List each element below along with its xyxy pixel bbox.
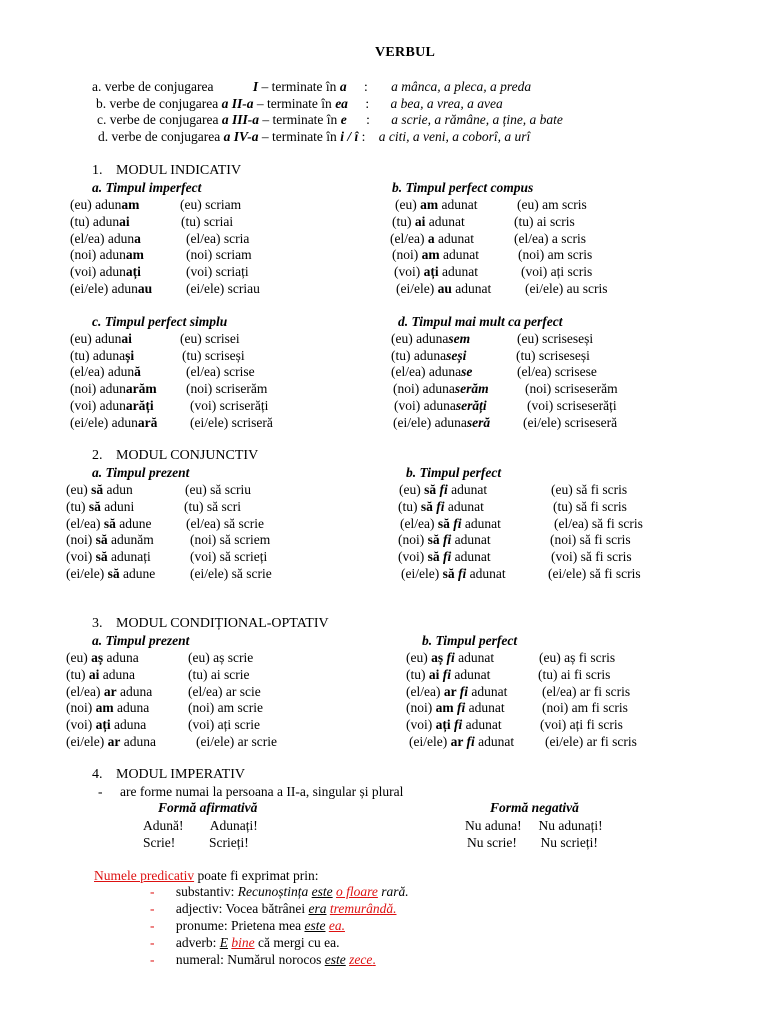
- conj-row: (eu) scriseseși: [517, 331, 594, 346]
- example-verb: este: [311, 884, 333, 899]
- conj-row: (noi) să fi scris: [550, 532, 631, 547]
- conj-row: (el/ea) ar fi adunat: [406, 684, 508, 699]
- conj-row: (tu) să fi scris: [553, 499, 627, 514]
- conj-row: (eu) să fi scris: [551, 482, 628, 497]
- conj-row: (eu) scrisei: [180, 331, 240, 346]
- conj-row: (noi) scriam: [186, 247, 252, 262]
- example-text: Vocea bătrânei: [225, 901, 309, 916]
- subsection-title: b. Timpul perfect: [422, 633, 518, 648]
- conj-group: a IV-a: [223, 129, 259, 144]
- section-title: MODUL INDICATIV: [116, 163, 242, 178]
- conj-row: (tu) ai scrie: [188, 667, 250, 682]
- conj-row: (noi) să fi adunat: [398, 532, 491, 547]
- subsection-title: b. Timpul perfect: [406, 465, 502, 480]
- conj-sep: :: [366, 112, 370, 127]
- conj-row: (voi) adunaserăți: [394, 398, 487, 413]
- subsection-title: c. Timpul perfect simplu: [92, 314, 228, 329]
- section-title: MODUL IMPERATIV: [116, 767, 245, 782]
- conj-label: verbe de conjugarea: [109, 96, 219, 111]
- conj-group: a III-a: [221, 112, 259, 127]
- conj-row: (voi) ați fi adunat: [406, 717, 502, 732]
- example-predicativ: bine: [231, 935, 255, 950]
- conj-sep: :: [365, 96, 370, 111]
- subsection-title: d. Timpul mai mult ca perfect: [398, 314, 563, 329]
- conj-row: (eu) adunai: [70, 331, 132, 346]
- conj-term: – terminate în: [262, 112, 338, 127]
- subsection-title: a. Timpul prezent: [92, 633, 190, 648]
- imperativ-note: are forme numai la persoana a II-a, singular și plural: [120, 784, 404, 799]
- conj-row: (eu) am adunat: [395, 197, 478, 212]
- conj-term: – terminate în: [256, 96, 332, 111]
- conjugation-item: [92, 78, 531, 95]
- conj-examples: a mânca, a pleca, a preda: [391, 79, 532, 94]
- conj-row: (tu) să scri: [184, 499, 241, 514]
- list-item: [150, 900, 396, 917]
- affirmative-row: Scrie! Scrieți!: [143, 835, 249, 850]
- example-verb: este: [324, 952, 346, 967]
- conj-row: (tu) adunași: [70, 348, 135, 363]
- conj-row: (noi) să scriem: [190, 532, 271, 547]
- conj-row: (noi) am fi scris: [542, 700, 628, 715]
- list-label: substantiv:: [175, 884, 235, 899]
- conj-row: (ei/ele) ar fi adunat: [409, 734, 515, 749]
- conj-row: (el/ea) ar aduna: [66, 684, 153, 699]
- conj-row: (voi) ați adunat: [394, 264, 478, 279]
- conj-row: (noi) adunarăm: [70, 381, 157, 396]
- example-text: Numărul norocos: [227, 952, 325, 967]
- conj-row: (noi) am adunat: [392, 247, 479, 262]
- conj-letter: d.: [98, 129, 109, 144]
- conj-row: (voi) ați scrie: [188, 717, 260, 732]
- conj-row: (ei/ele) adunau: [70, 281, 153, 296]
- negative-title: Formă negativă: [490, 800, 579, 815]
- conj-row: (tu) scriai: [181, 214, 234, 229]
- conj-row: (noi) adunam: [70, 247, 144, 262]
- conj-row: (el/ea) aduna: [70, 231, 141, 246]
- conj-row: (voi) ați aduna: [66, 717, 147, 732]
- conj-row: (el/ea) ar scie: [188, 684, 261, 699]
- conj-row: (noi) am aduna: [66, 700, 150, 715]
- conj-row: (tu) ai aduna: [66, 667, 135, 682]
- conj-row: (tu) scriseseși: [516, 348, 590, 363]
- page-title: VERBUL: [375, 45, 436, 60]
- conj-row: (ei/ele) adunară: [70, 415, 158, 430]
- conj-row: (voi) ați fi scris: [540, 717, 623, 732]
- subsection-title: a. Timpul prezent: [92, 465, 190, 480]
- list-item: [150, 917, 345, 934]
- conj-row: (ei/ele) ar scrie: [196, 734, 277, 749]
- subsection-title: b. Timpul perfect compus: [392, 180, 534, 195]
- example-text: rară.: [377, 884, 409, 899]
- example-text: Prietena mea: [231, 918, 305, 933]
- conj-row: (ei/ele) să scrie: [190, 566, 272, 581]
- conj-row: (voi) scriseserăți: [527, 398, 617, 413]
- conj-row: (ei/ele) ar aduna: [66, 734, 156, 749]
- conj-ending: i / î: [340, 129, 359, 144]
- conj-row: (noi) scriseserăm: [525, 381, 618, 396]
- section-title: MODUL CONJUNCTIV: [116, 448, 259, 463]
- list-dash: -: [150, 918, 155, 933]
- conj-row: (ei/ele) au adunat: [396, 281, 492, 296]
- conjugation-item: [96, 95, 503, 112]
- negative-row: Nu scrie! Nu scrieți!: [467, 835, 598, 850]
- section-title: MODUL CONDIȚIONAL-OPTATIV: [116, 616, 329, 631]
- conj-row: (eu) aș aduna: [66, 650, 139, 665]
- conj-row: (noi) am fi adunat: [406, 700, 505, 715]
- section-conjunctiv-heading: [92, 447, 258, 464]
- conj-examples: a scrie, a rămâne, a ține, a bate: [391, 112, 563, 127]
- section-number: 3.: [92, 616, 103, 631]
- conj-term: – terminate în: [261, 129, 337, 144]
- conj-row: (tu) ai adunat: [392, 214, 465, 229]
- conj-row: (voi) ați scris: [521, 264, 593, 279]
- conj-letter: c.: [97, 112, 107, 127]
- conj-row: (ei/ele) ar fi scris: [545, 734, 637, 749]
- list-label: adverb:: [175, 935, 217, 950]
- example-text: .: [372, 952, 376, 967]
- conj-label: verbe de conjugarea: [104, 79, 214, 94]
- conjugation-item: [97, 111, 563, 128]
- conj-row: (tu) ai fi adunat: [406, 667, 491, 682]
- section-number: 2.: [92, 448, 103, 463]
- example-verb: este: [304, 918, 326, 933]
- section-number: 1.: [92, 163, 103, 178]
- conjugation-item: [98, 128, 530, 145]
- conj-row: (voi) să fi adunat: [398, 549, 491, 564]
- list-item: [150, 883, 409, 900]
- predicativ-intro-term: Numele predicativ: [94, 868, 195, 883]
- conj-row: (el/ea) să adune: [66, 516, 152, 531]
- conj-row: (el/ea) să fi adunat: [400, 516, 501, 531]
- conj-row: (tu) să fi adunat: [398, 499, 484, 514]
- conj-row: (noi) am scrie: [188, 700, 263, 715]
- conj-row: (eu) aș fi scris: [539, 650, 616, 665]
- conj-row: (tu) ai scris: [514, 214, 575, 229]
- conj-row: (eu) am scris: [517, 197, 587, 212]
- conj-row: (el/ea) ar fi scris: [542, 684, 631, 699]
- conj-row: (tu) scriseși: [182, 348, 245, 363]
- conj-row: (el/ea) a adunat: [390, 231, 474, 246]
- list-dash: -: [150, 952, 155, 967]
- affirmative-row: Adună! Adunați!: [143, 818, 258, 833]
- list-item: [150, 934, 339, 951]
- list-item: [150, 951, 376, 968]
- conj-row: (voi) să fi scris: [551, 549, 632, 564]
- example-predicativ: o floare: [336, 884, 378, 899]
- conj-row: (voi) scriați: [186, 264, 249, 279]
- affirmative-title: Formă afirmativă: [158, 800, 258, 815]
- list-dash: -: [150, 935, 155, 950]
- conj-label: verbe de conjugarea: [109, 112, 219, 127]
- conj-row: (ei/ele) adunaseră: [393, 415, 491, 430]
- predicativ-intro: [94, 867, 319, 884]
- example-predicativ: ea.: [328, 918, 345, 933]
- conj-row: (eu) adunam: [70, 197, 140, 212]
- conj-letter: b.: [96, 96, 107, 111]
- conj-row: (eu) aș scrie: [188, 650, 254, 665]
- predicativ-intro-rest: poate fi exprimat prin:: [194, 868, 319, 883]
- conj-row: (el/ea) să fi scris: [554, 516, 643, 531]
- example-predicativ: zece: [349, 952, 373, 967]
- conj-row: (ei/ele) au scris: [525, 281, 608, 296]
- conj-row: (tu) să aduni: [66, 499, 135, 514]
- conj-term: – terminate în: [261, 79, 337, 94]
- example-verb: E: [219, 935, 228, 950]
- conj-row: (voi) să adunați: [66, 549, 151, 564]
- conj-examples: a citi, a veni, a coborî, a urî: [378, 129, 531, 144]
- imperativ-bullet: -: [98, 784, 103, 799]
- conj-ending: e: [340, 112, 347, 127]
- negative-row: Nu aduna! Nu adunați!: [465, 818, 603, 833]
- conj-row: (el/ea) a scris: [514, 231, 586, 246]
- conj-row: (ei/ele) să fi adunat: [401, 566, 506, 581]
- conj-row: (eu) aș fi adunat: [406, 650, 495, 665]
- list-label: pronume:: [175, 918, 228, 933]
- conj-row: (el/ea) scrisese: [517, 364, 597, 379]
- conj-row: (tu) adunai: [70, 214, 130, 229]
- conj-row: (ei/ele) scriseră: [190, 415, 273, 430]
- subsection-title: a. Timpul imperfect: [92, 180, 202, 195]
- conj-row: (el/ea) scrise: [186, 364, 255, 379]
- conj-row: (noi) am scris: [518, 247, 593, 262]
- conj-row: (voi) scriserăți: [190, 398, 269, 413]
- conj-row: (el/ea) adună: [70, 364, 141, 379]
- conj-examples: a bea, a vrea, a avea: [390, 96, 503, 111]
- conj-row: (tu) adunaseși: [391, 348, 467, 363]
- conj-row: (el/ea) adunase: [391, 364, 473, 379]
- conj-row: (eu) adunasem: [391, 331, 471, 346]
- list-dash: -: [150, 901, 155, 916]
- conj-label: verbe de conjugarea: [111, 129, 221, 144]
- conj-letter: a.: [92, 79, 102, 94]
- conj-sep: :: [363, 79, 368, 94]
- conj-row: (eu) să fi adunat: [399, 482, 488, 497]
- conj-row: (tu) ai fi scris: [538, 667, 611, 682]
- conj-sep: :: [361, 129, 366, 144]
- conj-row: (noi) să adunăm: [66, 532, 154, 547]
- conj-row: (voi) adunarăți: [70, 398, 154, 413]
- section-number: 4.: [92, 767, 103, 782]
- conj-row: (eu) să adun: [66, 482, 133, 497]
- example-predicativ: tremurândă.: [329, 901, 397, 916]
- conj-row: (el/ea) scria: [186, 231, 250, 246]
- list-label: numeral:: [175, 952, 224, 967]
- conj-row: (noi) scriserăm: [186, 381, 268, 396]
- conj-ending: a: [339, 79, 347, 94]
- conj-group: I: [252, 79, 259, 94]
- conj-row: (el/ea) să scrie: [186, 516, 264, 531]
- conj-row: (ei/ele) să adune: [66, 566, 156, 581]
- conj-row: (eu) să scriu: [185, 482, 251, 497]
- conj-row: (voi) adunați: [70, 264, 141, 279]
- section-indicativ-heading: [92, 162, 241, 179]
- conj-ending: ea: [335, 96, 348, 111]
- example-verb: era: [308, 901, 327, 916]
- conj-row: (eu) scriam: [180, 197, 242, 212]
- list-dash: -: [150, 884, 155, 899]
- example-text: că mergi cu ea.: [254, 935, 340, 950]
- section-conditional-heading: [92, 615, 329, 632]
- conj-group: a II-a: [221, 96, 254, 111]
- conj-row: (voi) să scrieți: [190, 549, 268, 564]
- conj-row: (ei/ele) scriseseră: [523, 415, 618, 430]
- conj-row: (ei/ele) scriau: [186, 281, 260, 296]
- section-imperativ-heading: [92, 766, 245, 783]
- list-label: adjectiv:: [175, 901, 223, 916]
- conj-row: (noi) adunaserăm: [393, 381, 489, 396]
- conj-row: (ei/ele) să fi scris: [548, 566, 641, 581]
- example-subject: Recunoștința: [237, 884, 309, 899]
